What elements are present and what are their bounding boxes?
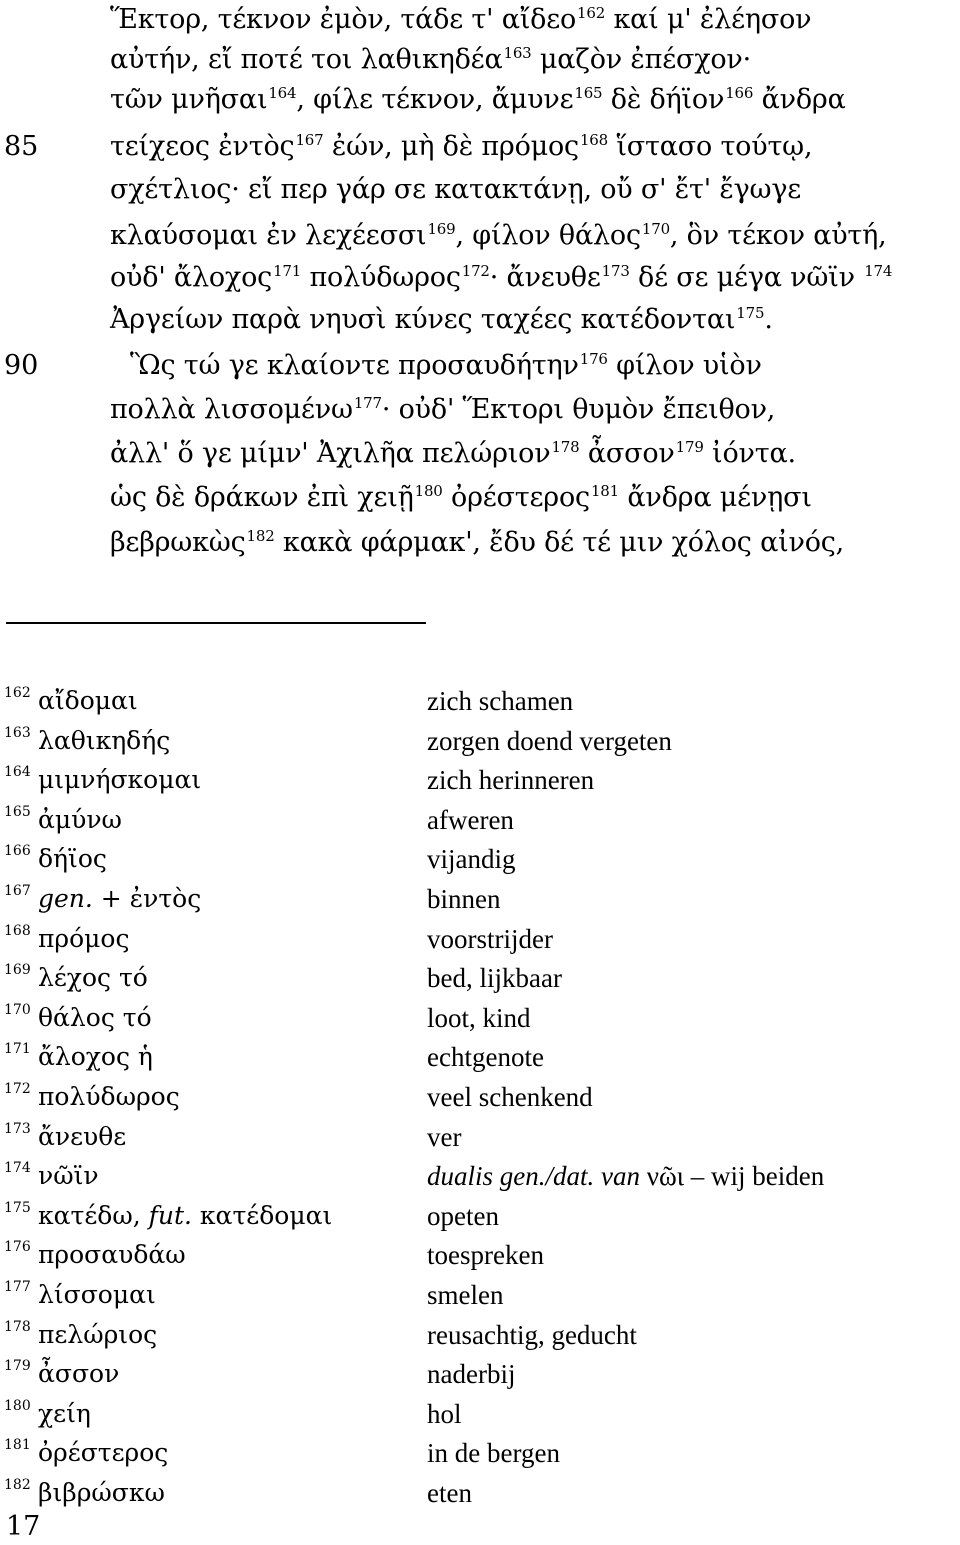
term-text: θάλος τό [38,1002,152,1032]
definition-text: opeten [427,1200,499,1231]
term-text: λέχος τό [38,963,148,993]
glossary-number: 167 [4,883,31,899]
verse-line [110,434,796,474]
footnote-marker[interactable]: 177 [353,394,382,412]
footnote-divider [6,622,426,624]
term-abbrev: fut. [148,1200,192,1230]
glossary-entry [0,879,960,919]
verse-segment: αὐτήν, εἴ ποτέ τοι λαθικηδέα [110,44,503,75]
glossary-number: 181 [4,1437,31,1454]
glossary-term [38,879,201,919]
glossary-definition [427,800,514,840]
glossary-term [38,1275,156,1315]
glossary-definition [427,1156,824,1196]
glossary-term [38,1037,153,1077]
footnote-marker[interactable]: 180 [414,482,443,500]
definition-text: ver [427,1121,462,1152]
term-text: προσαυδάω [38,1240,186,1270]
glossary-number: 177 [4,1279,31,1295]
verse-segment: · ἄνευθε [489,262,601,293]
glossary-number: 169 [4,962,31,979]
definition-text: echtgenote [427,1042,544,1073]
verse-line [110,40,751,80]
definition-text: smelen [427,1280,504,1310]
glossary-definition [427,958,562,998]
definition-text: vijandig [427,844,516,875]
glossary-number: 168 [4,922,31,939]
verse-segment: ὀρέστερος [442,482,590,513]
footnote-marker[interactable]: 162 [577,4,606,22]
verse-line [130,346,762,386]
term-text: αἴδομαι [38,686,138,715]
footnote-marker[interactable]: 165 [574,84,603,102]
page-number: 17 [6,1511,41,1542]
footnote-marker[interactable]: 168 [579,131,608,149]
glossary-entry [0,800,960,840]
verse-segment: πολύδωρος [301,262,461,293]
verse-segment: σχέτλιος· εἴ περ γάρ σε κατακτάνῃ, οὔ σ' ἔτ' ἔγωγε [110,174,802,205]
line-number: 90 [4,350,39,381]
definition-text: veel schenkend [427,1082,593,1112]
term-text: ἄλοχος ἡ [38,1042,153,1072]
definition-text: toespreken [427,1240,544,1271]
verse-segment: ἰόντα. [703,438,796,469]
term-text: ἀμύνω [38,804,122,834]
term-text: χείη [38,1398,91,1428]
glossary-number: 162 [4,685,31,701]
glossary-number: 174 [4,1160,31,1177]
verse-line [110,170,801,210]
glossary-number: 170 [4,1001,31,1018]
footnote-marker[interactable]: 178 [551,438,580,456]
term-text: πολύδωρος [38,1082,180,1111]
glossary-entry [0,919,960,959]
glossary-number: 164 [4,764,31,781]
glossary-term [38,800,122,840]
term-text: πρόμος [38,923,130,953]
glossary-term [38,998,152,1038]
glossary-number: 179 [4,1358,31,1375]
glossary-term [38,919,129,959]
term-text: νῶϊν [38,1161,99,1191]
term-text: μιμνήσκομαι [38,765,202,795]
footnote-marker[interactable]: 167 [295,131,324,149]
verse-segment: οὐδ' ἄλοχος [110,262,273,293]
definition-note: dualis gen./dat. van [427,1161,640,1192]
glossary-number: 171 [4,1041,31,1058]
term-text: κατέδω, [38,1200,149,1230]
verse-line [110,258,892,298]
verse-segment: κλαύσομαι ἐν λεχέεσσι [110,220,427,251]
glossary-term [38,1315,157,1355]
verse-segment: Ἕκτορ, τέκνον ἐμὸν, τάδε τ' αἴδεο [110,4,577,35]
glossary-term [38,1473,165,1513]
glossary-term [38,1077,180,1117]
glossary-definition [427,1196,499,1236]
line-number: 85 [4,131,39,162]
glossary-entry [0,1196,960,1236]
verse-segment: μαζὸν ἐπέσχον· [531,44,752,75]
footnote-marker[interactable]: 179 [675,438,704,456]
glossary-definition [427,681,573,721]
footnote-marker[interactable]: 166 [725,84,754,102]
glossary-entry [0,721,960,761]
verse-segment: ἵστασο τούτῳ, [608,131,813,162]
glossary-entry [0,1077,960,1117]
glossary-number: 182 [4,1477,31,1493]
verse-line [110,300,773,340]
glossary-definition [427,1354,515,1394]
verse-segment: κακὰ φάρμακ', ἔδυ δέ τέ μιν χόλος αἰνός, [274,527,845,558]
glossary-term [38,1394,91,1434]
glossary-number: 176 [4,1239,31,1256]
glossary-entry [0,1394,960,1434]
verse-segment: Ὣς τώ γε κλαίοντε προσαυδήτην [130,350,579,381]
verse-segment: ἀλλ' ὅ γε μίμν' Ἀχιλῆα πελώριον [110,438,551,469]
term-text: λαθικηδής [38,725,171,755]
footnote-marker[interactable]: 169 [427,220,456,238]
term-text: βιβρώσκω [38,1478,165,1507]
glossary-number: 172 [4,1081,31,1097]
verse-segment: φίλον υἱὸν [607,350,762,381]
definition-text: bed, lijkbaar [427,963,562,994]
glossary-definition [427,1117,461,1157]
verse-segment: , φίλε τέκνον, ἄμυνε [296,84,574,115]
glossary-entry [0,839,960,879]
glossary-entry [0,1235,960,1275]
definition-text: reusachtig, geducht [427,1319,637,1350]
glossary-definition [427,1235,544,1275]
footnote-marker[interactable]: 174 [864,262,893,280]
verse-segment: ἐών, μὴ δὲ πρόμος [323,131,579,162]
glossary-number: 166 [4,843,31,860]
term-text: ἄνευθε [38,1121,127,1151]
glossary-number: 173 [4,1120,31,1137]
term-text: ἆσσον [38,1359,120,1389]
glossary-definition [427,839,516,879]
glossary-entry [0,760,960,800]
footnote-marker[interactable]: 173 [601,262,630,280]
footnote-marker[interactable]: 170 [641,220,670,238]
glossary-term [38,1156,99,1196]
verse-segment: τείχεος ἐντὸς [110,131,295,162]
verse-segment: καί μ' ἐλέησον [605,4,812,35]
glossary-entry [0,1473,960,1513]
glossary-entry [0,1354,960,1394]
verse-segment: ἄνδρα [753,84,846,115]
definition-text: zich schamen [427,686,574,716]
glossary-definition [427,1077,593,1117]
verse-segment: ἆσσον [579,438,675,469]
footnote-marker[interactable]: 164 [268,84,297,102]
glossary-entry [0,1117,960,1157]
verse-segment: δέ σε μέγα νῶϊν [629,262,864,293]
definition-text: in de bergen [427,1438,560,1469]
definition-text: afweren [427,804,514,835]
glossary-term [38,958,148,998]
verse-segment: . [764,304,773,335]
glossary-definition [427,1433,560,1473]
glossary-definition [427,1473,472,1513]
verse-line [110,80,846,120]
verse-segment: , ὃν τέκον αὐτή, [669,220,887,251]
glossary-entry [0,1037,960,1077]
term-text: + ἐντὸς [92,884,202,913]
glossary-number: 180 [4,1397,31,1414]
verse-segment: · οὐδ' Ἕκτορι θυμὸν ἔπειθον, [381,394,776,425]
definition-text: naderbij [427,1359,516,1390]
glossary-definition [427,1275,503,1315]
glossary-entry [0,1315,960,1355]
term-abbrev: gen. [38,884,93,913]
glossary-definition [427,1315,637,1355]
glossary-term [38,1235,186,1275]
definition-text: voorstrijder [427,923,553,954]
glossary-term [38,1196,332,1236]
glossary-definition [427,919,553,959]
verse-line [110,0,811,40]
glossary-number: 163 [4,724,31,741]
glossary-term [38,721,170,761]
term-text: κατέδομαι [191,1200,333,1230]
glossary-term [38,839,107,879]
verse-line [110,390,775,430]
verse-segment: ὡς δὲ δράκων ἐπὶ χειῇ [110,482,414,513]
term-text: ὀρέστερος [38,1438,169,1468]
glossary-term [38,760,201,800]
term-text: δήϊος [38,844,107,874]
glossary-term [38,681,138,721]
footnote-marker[interactable]: 182 [246,527,275,545]
footnote-marker[interactable]: 172 [461,262,490,280]
verse-segment: τῶν μνῆσαι [110,84,268,115]
verse-line [110,127,812,167]
definition-text: hol [427,1398,462,1429]
verse-segment: Ἀργείων παρὰ νηυσὶ κύνες ταχέες κατέδονται [110,304,736,335]
verse-segment: , φίλον θάλος [455,220,641,251]
glossary-definition [427,721,672,761]
glossary-definition [427,998,531,1038]
term-text: πελώριος [38,1319,158,1349]
glossary-entry [0,681,960,721]
definition-text: eten [427,1478,472,1508]
glossary-term [38,1433,168,1473]
verse-line [110,216,887,256]
glossary-definition [427,1394,462,1434]
glossary-entry [0,1433,960,1473]
definition-text: zich herinneren [427,765,595,796]
verse-segment: δὲ δήϊον [602,84,725,115]
verse-segment: πολλὰ λισσομένω [110,394,353,425]
glossary-definition [427,879,501,919]
glossary-entry [0,1156,960,1196]
definition-text: binnen [427,884,501,914]
glossary-term [38,1354,119,1394]
verse-line [110,523,844,563]
term-text: λίσσομαι [38,1280,156,1309]
glossary-entry [0,1275,960,1315]
glossary-definition [427,760,594,800]
verse-segment: ἄνδρα μένῃσι [619,482,812,513]
footnote-marker[interactable]: 163 [503,44,532,62]
definition-text: zorgen doend vergeten [427,725,672,756]
footnote-marker[interactable]: 181 [590,482,619,500]
footnote-marker[interactable]: 176 [579,350,608,368]
glossary-number: 175 [4,1199,31,1216]
definition-text: loot, kind [427,1002,531,1033]
glossary-number: 178 [4,1318,31,1335]
glossary-number: 165 [4,803,31,820]
verse-line [110,478,812,518]
glossary-entry [0,998,960,1038]
definition-text: νῶι – wij beiden [639,1161,825,1192]
footnote-marker[interactable]: 175 [736,304,765,322]
verse-segment: βεβρωκὼς [110,527,246,558]
footnote-marker[interactable]: 171 [273,262,302,280]
glossary-entry [0,958,960,998]
glossary-term [38,1117,126,1157]
glossary-definition [427,1037,544,1077]
